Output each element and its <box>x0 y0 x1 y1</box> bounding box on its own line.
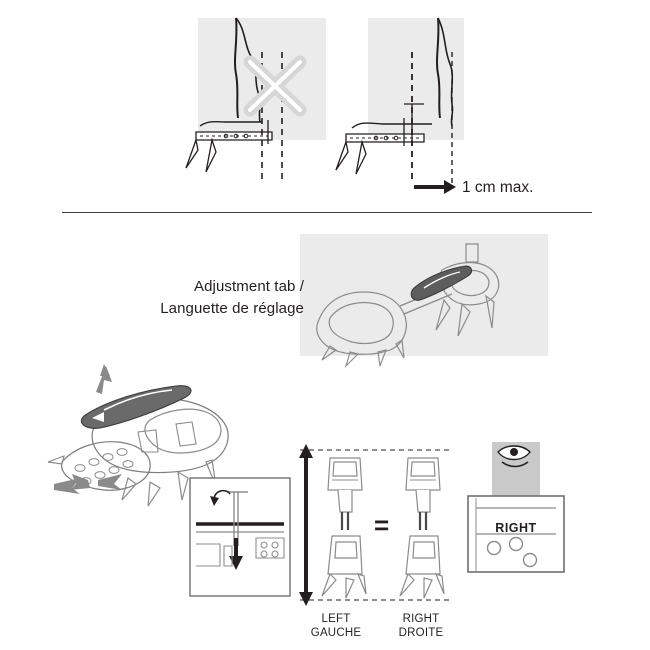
label-left-fr: GAUCHE <box>310 627 362 639</box>
adjustment-tab-leader-line <box>300 288 408 292</box>
adjustment-tab-label-fr: Languette de réglage <box>160 300 304 317</box>
label-right-en: RIGHT <box>402 613 440 625</box>
bar-insertion-inset <box>190 478 290 596</box>
right-marking-text: RIGHT <box>495 521 537 535</box>
label-left <box>300 612 372 640</box>
label-right <box>382 612 460 640</box>
illustration-adjustment-tab <box>317 244 499 366</box>
motion-arrows <box>54 364 122 494</box>
illustration-boot-correct <box>336 18 453 184</box>
gap-measure-arrow <box>414 180 456 194</box>
gap-measurement-label: 1 cm max. <box>462 179 534 196</box>
label-left-en: LEFT <box>321 613 351 625</box>
equals-sign: = <box>374 510 390 540</box>
label-right-fr: DROITE <box>398 627 444 639</box>
adjustment-tab-label <box>128 276 304 320</box>
cross-mark-icon <box>250 62 300 110</box>
right-marking-inset <box>468 442 564 572</box>
adjustment-tab-label-en: Adjustment tab / <box>194 278 304 295</box>
